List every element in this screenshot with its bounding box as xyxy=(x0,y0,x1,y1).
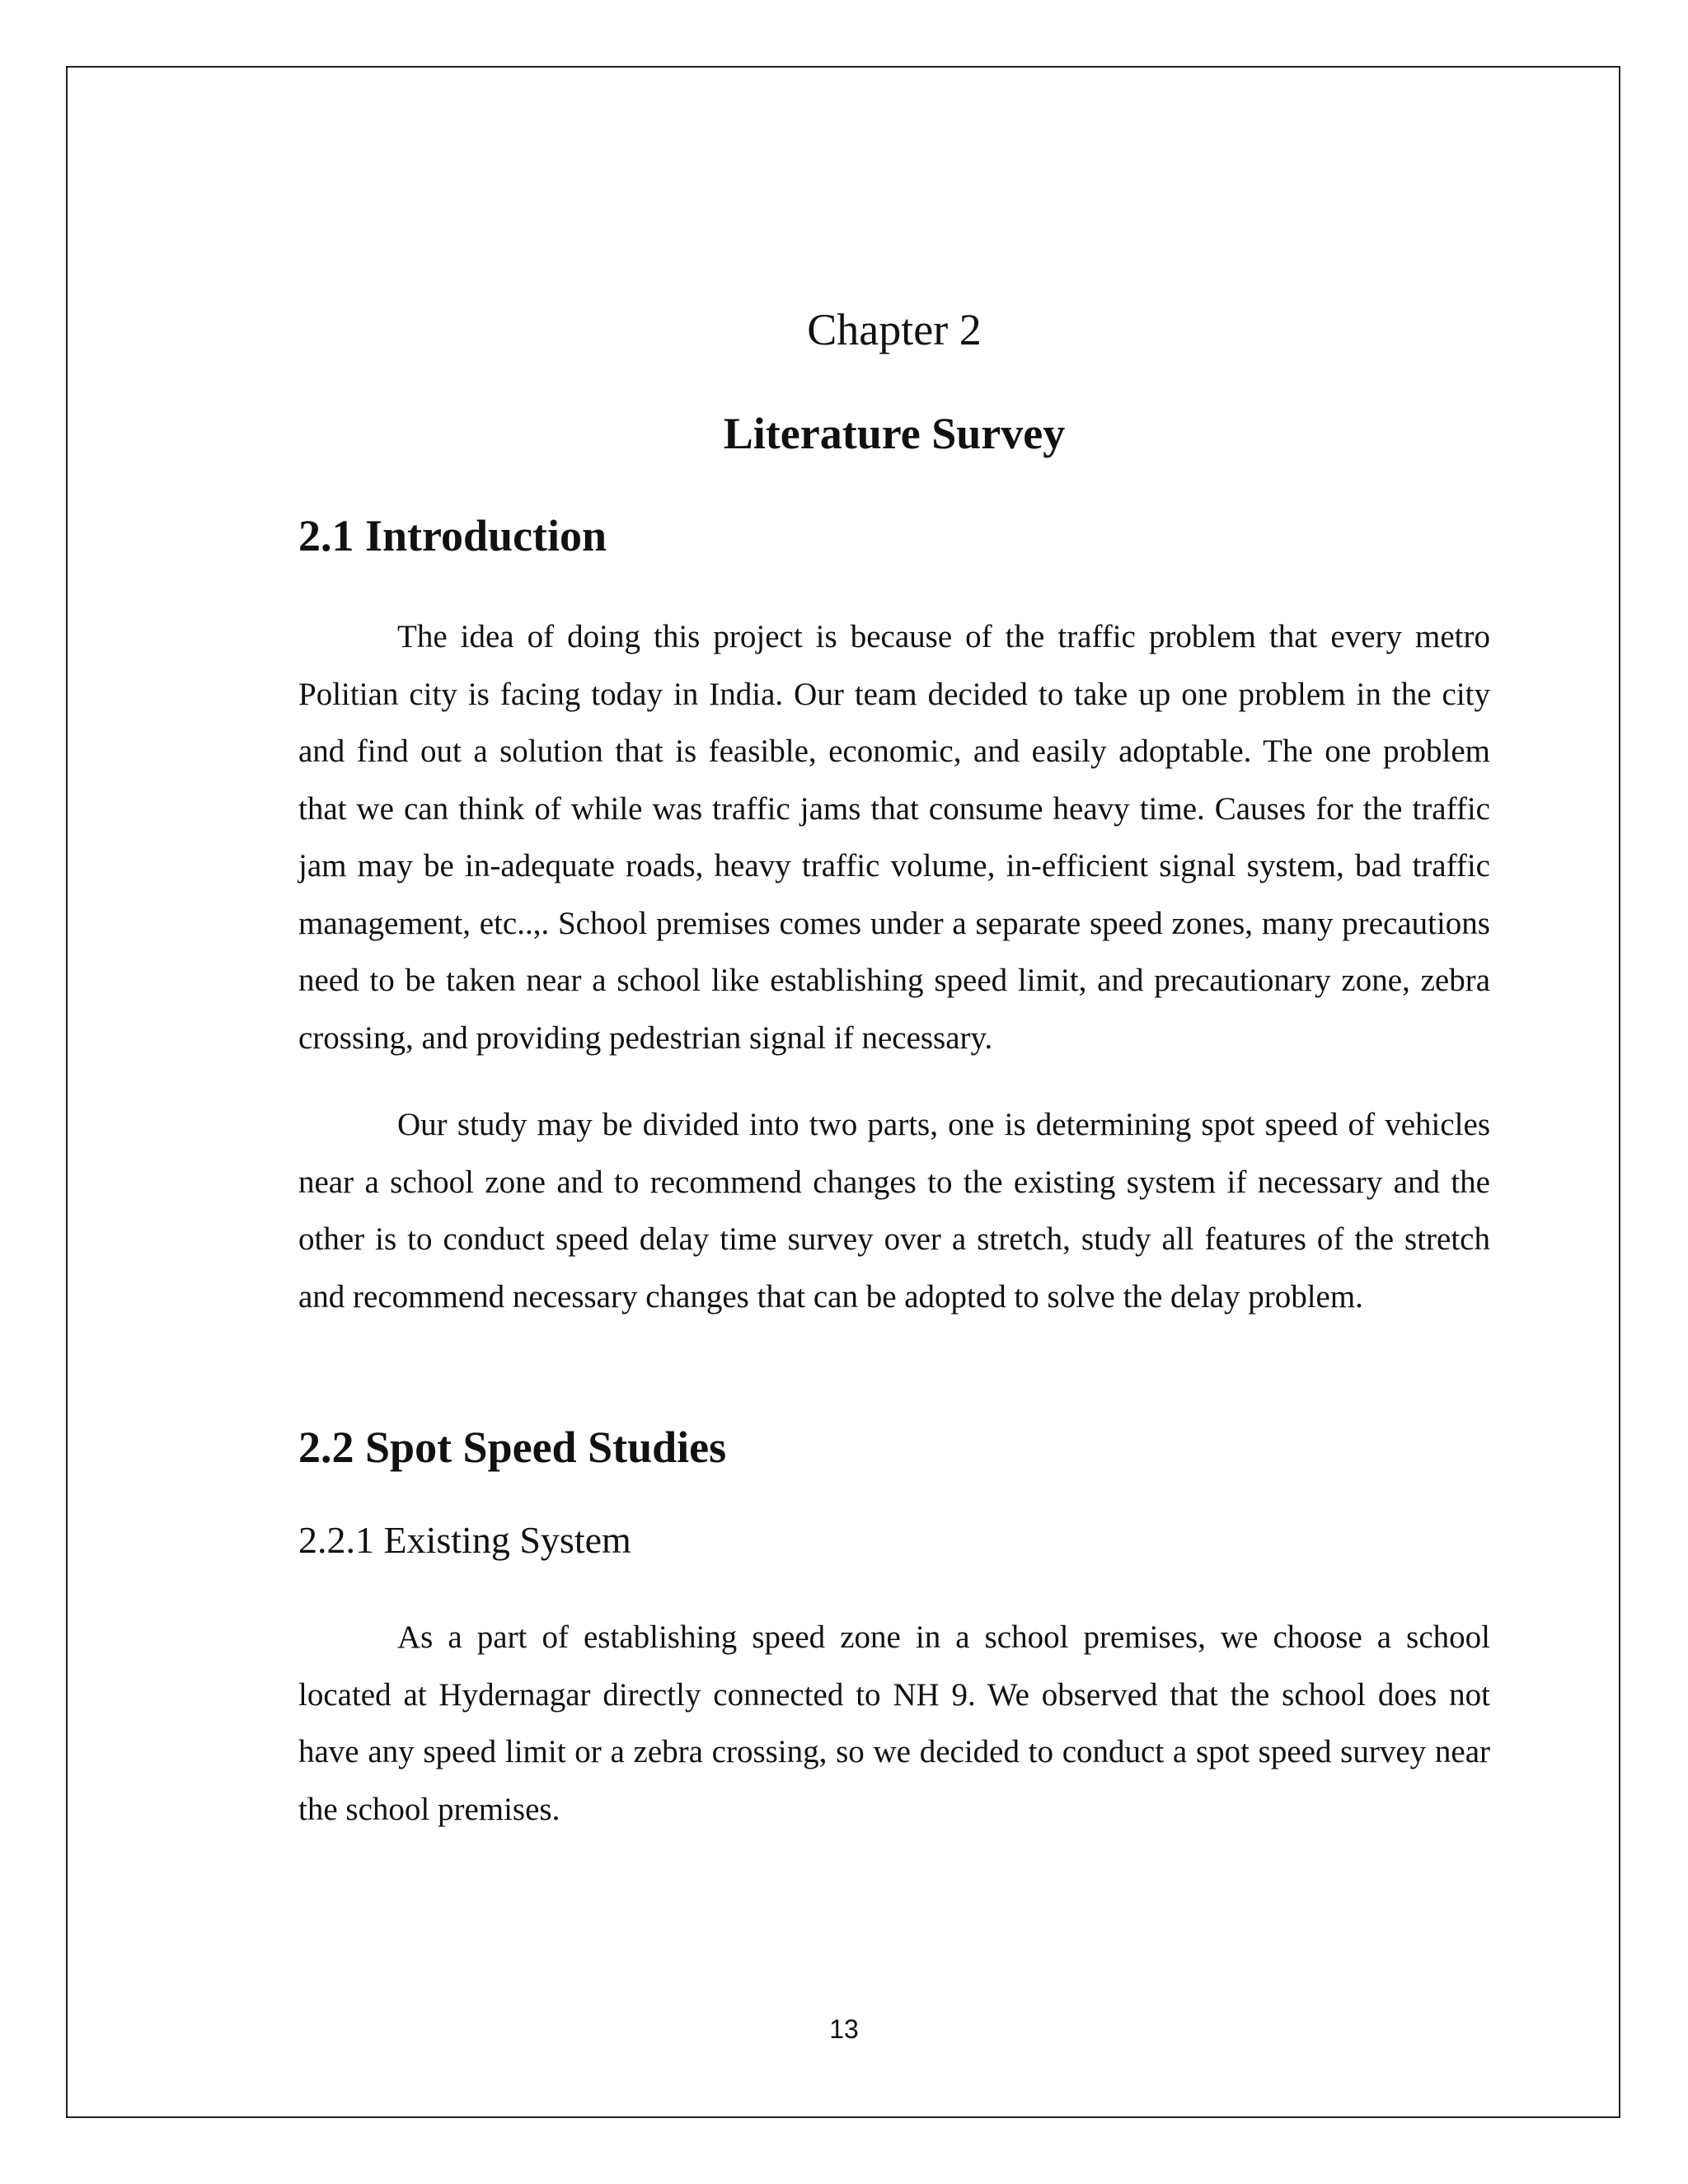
page-number: 13 xyxy=(829,2014,859,2044)
paragraph: Our study may be divided into two parts, one is determining spot speed of vehicles near a school zone and to recommend changes to the existing system if necessary and the other is to conduct speed delay time survey over a stretch, study all features of the stretch and recommend necessary changes that can be adopted to solve the delay problem. xyxy=(298,1107,1490,1315)
section-heading: 2.2 Spot Speed Studies xyxy=(298,1422,727,1472)
paragraph: As a part of establishing speed zone in a school premises, we choose a school located at Hydernagar directly connected to NH 9. We observed that the school does not have any speed limit or a zebra crossing, so we decided to conduct a spot speed survey near the school premises. xyxy=(298,1619,1490,1827)
subsection-heading: 2.2.1 Existing System xyxy=(298,1519,631,1561)
chapter-label: Chapter 2 xyxy=(807,305,982,354)
section-introduction xyxy=(298,503,1490,1325)
paragraph: The idea of doing this project is because of the traffic problem that every metro Politian city is facing today in India. Our team decided to take up one problem in the city and find out a solution that is feasible, economic, and easily adoptable. The one problem that we can think of while was traffic jams that consume heavy time. Causes for the traffic jam may be in-adequate roads, heavy traffic volume, in-efficient signal system, bad traffic management, etc..,. School premises comes under a separate speed zones, many precautions need to be taken near a school like establishing speed limit, and precautionary zone, zebra crossing, and providing pedestrian signal if necessary. xyxy=(298,619,1490,1056)
document-body xyxy=(298,297,1490,1838)
chapter-title: Literature Survey xyxy=(723,409,1066,458)
section-heading: 2.1 Introduction xyxy=(298,511,607,560)
section-spot-speed-studies xyxy=(298,1414,1490,1838)
